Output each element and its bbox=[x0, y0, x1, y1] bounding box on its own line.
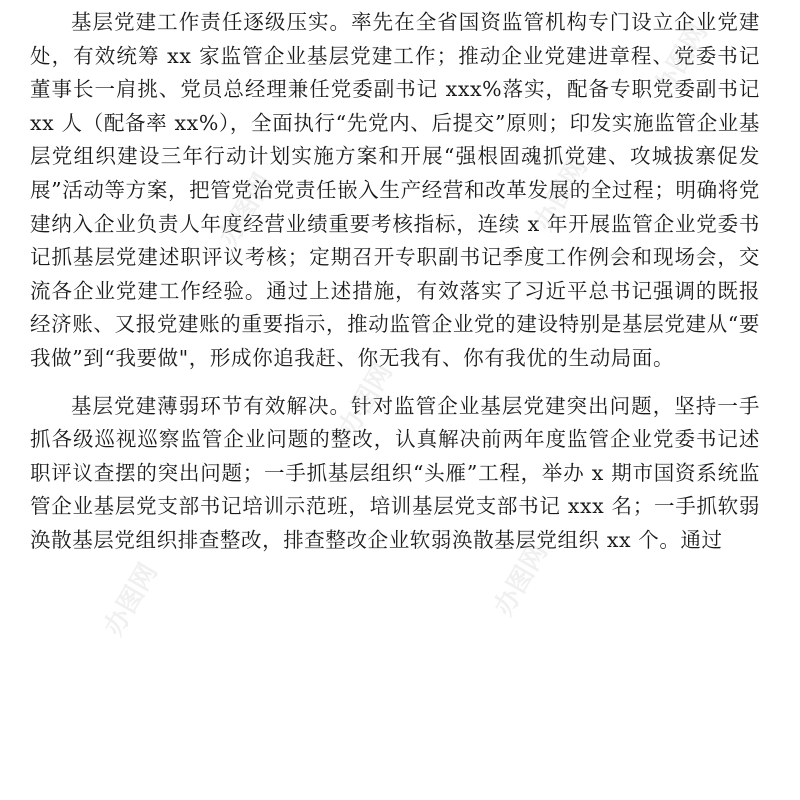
paragraph-2: 基层党建薄弱环节有效解决。针对监管企业基层党建突出问题，坚持一手抓各级巡视巡察监管企业问题的整改，认真解决前两年度监管企业党委书记述职评议查摆的突出问题；一手抓基层组织“头雁”工程，举办 x 期市国资系统监管企业基层党支部书记培训示范班，培训基层党支部书记 xxx 名；一手抓软弱涣散基层党组织排查整改，排查整改企业软弱涣散基层党组织 xx 个。通过 bbox=[30, 393, 760, 552]
watermark-logo: 办图网 bbox=[333, 358, 399, 442]
watermark-logo: 办图网 bbox=[98, 558, 164, 642]
watermark-logo: 办图网 bbox=[528, 153, 594, 237]
watermark-logo: 办图网 bbox=[648, 18, 714, 102]
watermark-logo: 办图网 bbox=[488, 538, 554, 622]
paragraph-1: 基层党建工作责任逐级压实。率先在全省国资监管机构专门设立企业党建处，有效统筹 xx 家监管企业基层党建工作；推动企业党建进章程、党委书记董事长一肩挑、党员总经理兼任党委副书记 xxx%落实，配备专职党委副书记 xx 人（配备率 xx%），全面执行“先党内、后提交”原则；印发实施监管企业基层党组织建设三年行动计划实施方案和开展“强根固魂抓党建、攻城拔寨促发展”活动等方案，把管党治党责任嵌入生产经营和改革发展的全过程；明确将党建纳入企业负责人年度经营业绩重要考核指标，连续 x 年开展监管企业党委书记抓基层党建述职评议考核；定期召开专职副书记季度工作例会和现场会，交流各企业党建工作经验。通过上述措施，有效落实了习近平总书记强调的既报经济账、又报党建账的重要指示，推动监管企业党的建设特别是基层党建从“要我做”到“我要做"，形成你追我赶、你无我有、你有我优的生动局面。 bbox=[30, 10, 760, 370]
watermark-logo: 办图网 bbox=[213, 168, 279, 252]
